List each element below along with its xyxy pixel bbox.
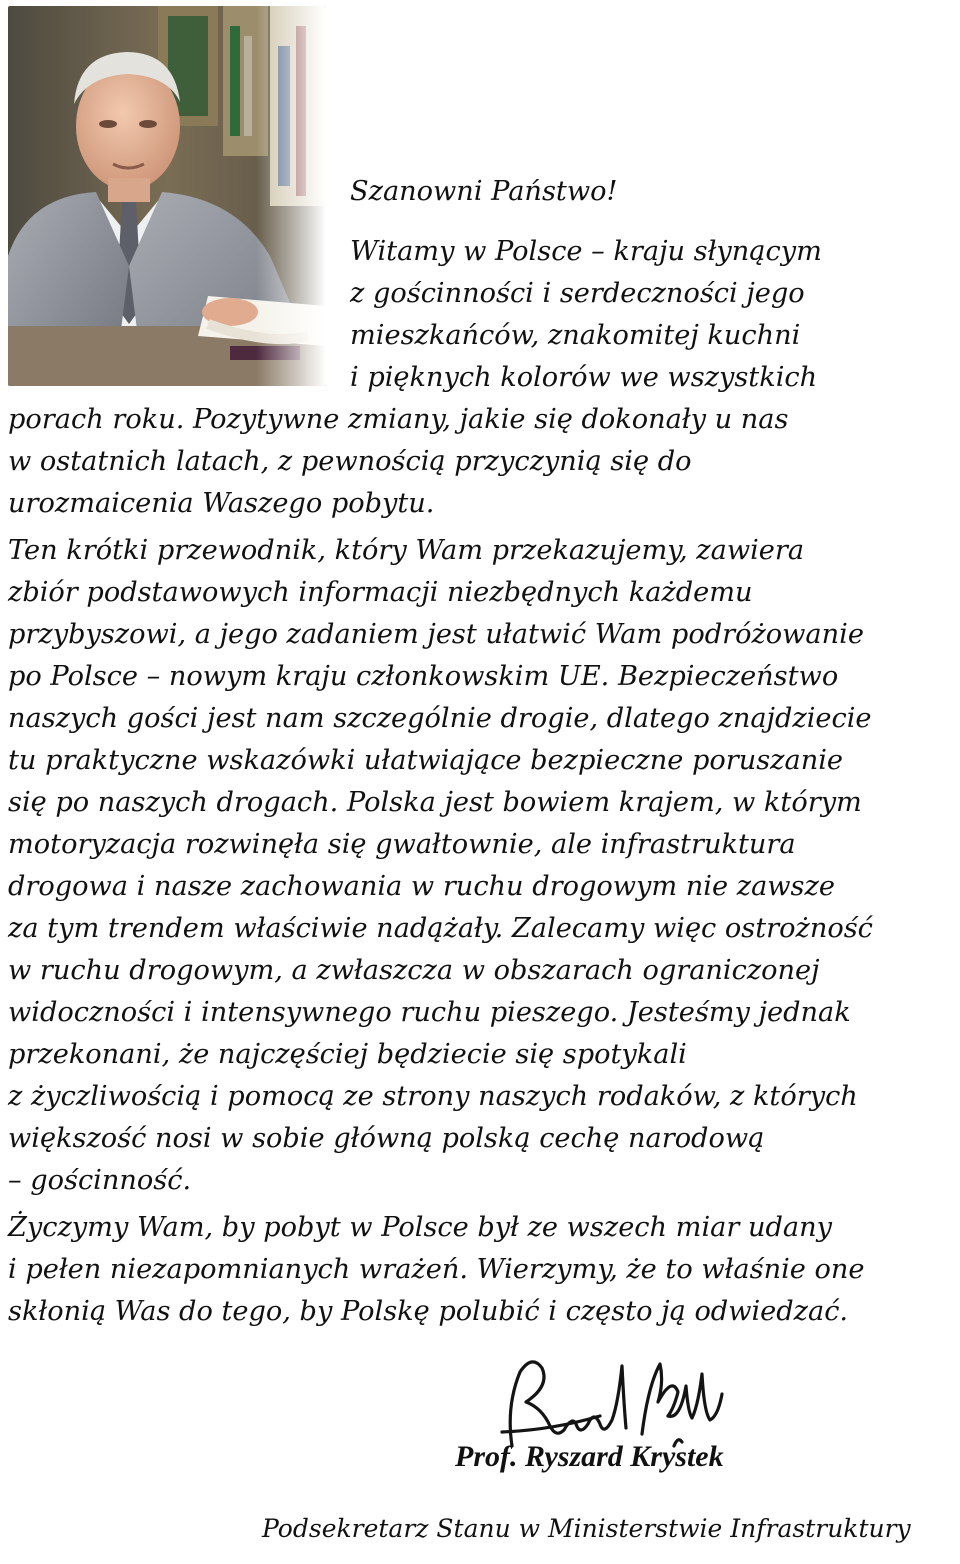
letter-line-26: skłonią Was do tego, by Polskę polubić i często ją odwiedzać.: [8, 1296, 849, 1327]
letter-line-4: i pięknych kolorów we wszystkich: [350, 362, 818, 393]
letter-line-17: za tym trendem właściwie nadążały. Zalecamy więc ostrożność: [8, 913, 873, 944]
letter-line-10: przybyszowi, a jego zadaniem jest ułatwić Wam podróżowanie: [8, 619, 864, 650]
letter-line-19: widoczności i intensywnego ruchu pieszego. Jesteśmy jednak: [8, 997, 851, 1028]
letter-line-21: z życzliwością i pomocą ze strony naszych rodaków, z których: [8, 1081, 858, 1112]
letter-line-9: zbiór podstawowych informacji niezbędnych każdemu: [8, 577, 753, 608]
portrait-photo: [8, 6, 326, 386]
letter-line-12: naszych gości jest nam szczególnie drogie, dlatego znajdziecie: [8, 703, 872, 734]
letter-line-1: Witamy w Polsce – kraju słynącym: [350, 236, 822, 267]
letter-line-24: Życzymy Wam, by pobyt w Polsce był ze wszech miar udany: [8, 1212, 832, 1243]
letter-line-11: po Polsce – nowym kraju członkowskim UE. Bezpieczeństwo: [8, 661, 839, 692]
letter-line-16: drogowa i nasze zachowania w ruchu drogowym nie zawsze: [8, 871, 835, 902]
letter-line-5: porach roku. Pozytywne zmiany, jakie się dokonały u nas: [8, 404, 789, 435]
letter-line-2: z gościnności i serdeczności jego: [350, 278, 805, 309]
signer-title: Podsekretarz Stanu w Ministerstwie Infrastruktury: [262, 1514, 911, 1543]
letter-line-22: większość nosi w sobie główną polską cechę narodową: [8, 1123, 765, 1154]
signer-name: Prof. Ryszard Krystek: [455, 1440, 724, 1473]
letter-line-15: motoryzacja rozwinęła się gwałtownie, ale infrastruktura: [8, 829, 796, 860]
letter-greeting: Szanowni Państwo!: [350, 176, 618, 207]
letter-line-23: – gościnność.: [8, 1165, 192, 1196]
letter-line-8: Ten krótki przewodnik, który Wam przekazujemy, zawiera: [8, 535, 805, 566]
letter-line-20: przekonani, że najczęściej będziecie się spotykali: [8, 1039, 687, 1070]
letter-line-3: mieszkańców, znakomitej kuchni: [350, 320, 801, 351]
letter-line-18: w ruchu drogowym, a zwłaszcza w obszarach ograniczonej: [8, 955, 820, 986]
letter-line-25: i pełen niezapomnianych wrażeń. Wierzymy, że to właśnie one: [8, 1254, 865, 1285]
letter-line-7: urozmaicenia Waszego pobytu.: [8, 488, 435, 519]
letter-line-13: tu praktyczne wskazówki ułatwiające bezpieczne poruszanie: [8, 745, 844, 776]
letter-line-6: w ostatnich latach, z pewnością przyczynią się do: [8, 446, 692, 477]
letter-line-14: się po naszych drogach. Polska jest bowiem krajem, w którym: [8, 787, 862, 818]
